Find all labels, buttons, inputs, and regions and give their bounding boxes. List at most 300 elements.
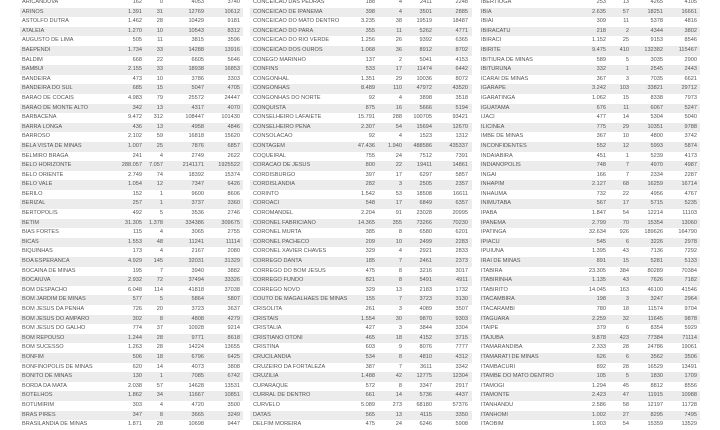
municipality-name: BONFIM [22,353,44,360]
value-col-2: 4 [159,248,163,255]
value-col-2: 36 [395,46,402,53]
value-col-1: 4.929 [128,258,142,265]
value-col-4: 4173 [684,152,697,159]
municipality-name: BOTUMIRIM [22,401,55,408]
municipality-name: IJACI [481,114,495,121]
value-col-3: 47972 [416,85,432,92]
value-col-4: 3249 [227,411,240,418]
value-col-1: 1.244 [128,334,142,341]
value-col-2: 114 [154,286,163,293]
value-col-3: 15694 [416,123,432,130]
municipality-name: CONCEICAO DO MATO DENTRO [253,18,340,25]
table-row [20,411,243,421]
value-col-1: 367 [596,133,606,140]
table-row [20,305,243,315]
value-col-4: 6857 [227,142,240,149]
value-col-4: 3342 [455,363,468,370]
value-col-4: 16714 [681,181,697,188]
value-col-3: 189626 [644,229,663,236]
value-col-4: 435337 [449,142,468,149]
municipality-name: IPANEMA [481,219,506,226]
value-col-1: 2.127 [592,181,606,188]
municipality-name: BOCAINA DE MINAS [22,267,76,274]
value-col-4: 15374 [224,171,240,178]
value-col-2: 1 [159,373,163,380]
value-col-1: 218 [596,27,606,34]
value-col-4: 4987 [684,162,697,169]
table-row [20,209,243,219]
value-col-1: 185 [365,258,375,265]
value-col-2: 28 [622,363,629,370]
value-col-4: 4846 [227,123,240,130]
municipality-name: ILICINEA [481,123,505,130]
value-col-4: 16853 [224,66,240,73]
value-col-4: 6426 [227,181,240,188]
table-row [480,257,700,267]
value-col-1: 661 [365,392,375,399]
value-col-3: 9870 [419,315,432,322]
value-col-1: 668 [132,56,142,63]
table-row [250,161,472,171]
municipality-name: ITAIPE [481,325,499,332]
value-col-2: 34 [156,392,163,399]
value-col-3: 2499 [419,238,432,245]
value-col-2: 6 [625,325,629,332]
value-col-3: 2183 [419,286,432,293]
value-col-3: 3347 [419,382,432,389]
table-row [20,36,243,46]
municipality-name: COROMANDEL [253,210,294,217]
value-col-1: 9.475 [592,46,606,53]
value-col-4: 10988 [681,392,697,399]
table-row [20,180,243,190]
value-col-4: 6365 [455,37,468,44]
value-col-2: 22 [156,56,163,63]
table-column-group [480,0,700,430]
value-col-1: 166 [596,171,606,178]
table-row [250,411,472,421]
municipality-name: BRAS PIRES [22,411,56,418]
value-col-3: 4073 [191,363,204,370]
value-col-4: 3303 [227,75,240,82]
value-col-4: 309675 [221,219,240,226]
municipality-name: CORONEL FABRICIANO [253,219,316,226]
value-col-2: 57 [156,382,163,389]
value-col-1: 506 [132,353,142,360]
value-col-1: 282 [365,181,375,188]
value-col-1: 4.983 [128,94,142,101]
value-col-2: 17 [395,200,402,207]
value-col-4: 2964 [684,296,697,303]
municipality-name: BAEPENDI [22,46,51,53]
value-col-1: 14.365 [357,219,375,226]
table-row [480,247,700,257]
municipality-name: CORONEL XAVIER CHAVES [253,248,327,255]
value-col-3: 3536 [191,210,204,217]
value-col-4: 1925522 [218,162,240,169]
municipality-name: CRISTINA [253,344,280,351]
value-col-4: 20995 [452,210,468,217]
value-col-3: 2334 [650,171,663,178]
value-col-1: 2.423 [592,392,606,399]
table-row [250,219,472,229]
table-row [250,305,472,315]
municipality-name: CURVELO [253,401,280,408]
value-col-3: 4053 [191,0,204,5]
value-col-3: 2167 [191,248,204,255]
value-col-4: 31329 [224,258,240,265]
table-row [480,171,700,181]
value-col-4: 6742 [227,373,240,380]
value-col-3: 5262 [419,27,432,34]
value-col-3: 2545 [650,66,663,73]
municipality-name: BORDA DA MATA [22,382,67,389]
value-col-4: 2622 [227,152,240,159]
value-col-2: 9 [398,344,402,351]
table-row [250,257,472,267]
table-row [250,247,472,257]
value-col-1: 1.903 [592,421,606,428]
value-col-4: 4437 [455,392,468,399]
municipality-name: IGARATINGA [481,94,516,101]
value-col-4: 3637 [227,306,240,312]
municipality-name: BELO HORIZONTE [22,162,72,169]
value-col-1: 15.791 [357,114,375,121]
value-col-3: 33821 [647,85,663,92]
table-row [20,75,243,85]
value-col-2: 8 [398,382,402,389]
value-col-4: 71114 [682,334,697,341]
value-col-1: 342 [132,104,142,111]
table-row [20,353,243,363]
value-col-3: 6605 [191,56,204,63]
municipality-name: IBIAI [481,18,494,25]
table-row [250,180,472,190]
value-col-4: 13491 [681,363,697,370]
value-col-2: 15 [622,94,629,101]
value-col-2: 53 [395,190,402,197]
value-col-2: 4 [398,0,402,5]
table-row [250,171,472,181]
value-col-3: 14628 [188,382,204,389]
municipality-name: BARRA LONGA [22,123,63,130]
value-col-2: 5 [159,296,163,303]
table-row [480,132,700,142]
value-col-2: 7 [398,258,402,265]
value-col-4: 12670 [452,123,468,130]
value-col-4: 5929 [684,325,697,332]
value-col-3: 5378 [650,18,663,25]
value-col-4: 7777 [455,344,468,351]
municipality-name: IPIACU [481,238,500,245]
municipality-name: CONGONHAS [253,85,290,92]
value-col-1: 195 [132,267,142,274]
table-row [250,17,472,27]
value-col-2: 7 [398,363,402,370]
table-row [480,199,700,209]
table-row [250,228,472,238]
value-col-3: 3786 [191,75,204,82]
value-col-3: 5041 [419,56,432,63]
table-row [20,161,243,171]
municipality-name: ATALEIA [22,27,45,34]
municipality-name: BOM JARDIM DE MINAS [22,296,86,303]
value-col-4: 5194 [455,104,468,111]
value-col-2: 4 [398,133,402,140]
value-col-3: 488586 [413,142,432,149]
table-row [480,391,700,401]
value-col-3: 5304 [650,114,663,121]
value-col-3: 3226 [650,238,663,245]
value-col-3: 16529 [647,363,663,370]
value-col-4: 43520 [452,85,468,92]
value-col-3: 5736 [419,392,432,399]
value-col-1: 2.259 [592,315,606,322]
value-col-3: 3723 [419,296,432,303]
value-col-2: 4 [159,152,163,159]
value-col-2: 17 [395,66,402,73]
value-col-1: 209 [365,238,375,245]
municipality-name: IPABA [481,210,498,217]
value-col-4: 5235 [684,200,697,207]
table-row [20,343,243,353]
value-col-3: 5047 [191,85,204,92]
value-col-1: 892 [596,363,606,370]
value-col-3: 100705 [413,114,432,121]
table-row [480,363,700,373]
value-col-4: 3596 [227,37,240,44]
table-row [250,372,472,382]
value-col-4: 7391 [455,152,468,159]
value-col-3: 11474 [416,66,432,73]
value-col-3: 334386 [185,219,204,226]
value-col-3: 68180 [416,401,432,408]
value-col-2: 13 [156,123,163,130]
table-row [480,209,700,219]
municipality-name: IBIRITE [481,46,501,53]
value-col-2: 38 [395,18,402,25]
value-col-2: 423 [619,334,629,341]
value-col-4: 16661 [681,8,697,15]
table-row [250,334,472,344]
table-row [480,334,700,344]
value-col-1: 2.155 [128,66,142,73]
table-row [20,8,243,18]
value-col-1: 475 [365,267,375,274]
value-col-1: 162 [132,0,142,5]
municipality-name: IGARAPE [481,85,506,92]
value-col-3: 5281 [650,258,663,265]
value-col-3: 4089 [419,306,432,312]
value-col-3: 4317 [191,104,204,111]
value-col-1: 105 [596,373,606,380]
value-col-3: 6067 [650,104,663,111]
value-col-1: 451 [596,152,606,159]
value-col-4: 33326 [224,277,240,284]
value-col-2: 11 [623,18,629,25]
value-col-2: 1 [159,200,163,207]
value-col-4: 7182 [684,277,697,284]
municipality-name: CRISTAIS [253,315,279,322]
municipality-name: IBIRACI [481,37,502,44]
value-col-2: 288 [392,114,402,121]
table-row [20,152,243,162]
value-col-4: 13531 [224,382,240,389]
value-col-3: 3501 [419,8,432,15]
value-col-3: 4115 [419,411,432,418]
value-col-2: 43 [622,277,629,284]
value-col-3: 18508 [416,190,432,197]
table-row [20,363,243,373]
municipality-name: BOA ESPERANCA [22,258,70,265]
value-col-4: 2978 [684,238,697,245]
municipality-name: BELO ORIENTE [22,171,64,178]
table-row [480,46,700,56]
value-col-1: 397 [365,171,375,178]
municipality-name: INHAUMA [481,190,507,197]
value-col-1: 589 [596,56,606,63]
table-row [480,65,700,75]
table-row [20,391,243,401]
value-col-3: 6297 [419,171,432,178]
value-col-1: 385 [365,229,375,236]
value-col-3: 24786 [647,344,663,351]
value-col-3: 10036 [416,75,432,82]
value-col-1: 152 [132,190,142,197]
value-col-2: 5 [625,373,629,380]
value-col-2: 7.057 [149,162,163,169]
value-col-2: 1 [625,66,629,73]
value-col-1: 505 [132,37,142,44]
value-col-1: 332 [596,66,606,73]
table-row [250,152,472,162]
municipality-name: ITAMBE DO MATO DENTRO [481,373,554,380]
value-col-4: 5908 [455,421,468,428]
municipality-name: BELA VISTA DE MINAS [22,142,82,149]
value-col-2: 18 [622,306,629,312]
table-row [250,94,472,104]
value-col-2: 4 [398,94,402,101]
value-col-2: 14 [156,363,163,370]
value-col-2: 48 [156,238,163,245]
table-row [250,75,472,85]
municipality-name: BOM JESUS DO GALHO [22,325,86,332]
municipality-name: ITANHANDU [481,401,514,408]
value-col-1: 603 [365,344,375,351]
value-col-4: 6442 [455,66,468,73]
table-row [20,84,243,94]
value-col-2: 18 [395,334,402,341]
municipality-name: CONFINS [253,66,279,73]
municipality-name: CRISTALIA [253,325,282,332]
municipality-name: CONCEICAO DOS OUROS [253,46,323,53]
value-col-2: 26 [395,37,402,44]
value-col-1: 821 [365,277,375,284]
table-row [250,199,472,209]
value-col-3: 7876 [191,142,204,149]
value-col-1: 1.395 [592,248,606,255]
value-col-2: 28 [156,421,163,428]
value-col-4: 16611 [452,190,468,197]
table-row [480,372,700,382]
value-col-3: 9153 [650,37,663,44]
table-row [480,104,700,114]
value-col-3: 7136 [650,248,663,255]
table-row [20,382,243,392]
value-col-2: 11 [157,37,163,44]
value-col-2: 15 [622,258,629,265]
value-col-4: 3882 [227,267,240,274]
table-row [250,84,472,94]
municipality-name: ARINOS [22,8,44,15]
value-col-2: 15 [156,85,163,92]
value-col-4: 11114 [225,238,240,245]
value-col-2: 54 [395,123,402,130]
municipality-name: CORDISLANDIA [253,181,295,188]
value-col-3: 4970 [650,162,663,169]
table-row [250,343,472,353]
value-col-3: 25572 [188,94,204,101]
value-col-1: 748 [596,162,606,169]
municipality-name: COUTO DE MAGALHAES DE MINAS [253,296,348,303]
value-col-4: 8546 [684,37,697,44]
municipality-name: CORONEL PACHECO [253,238,310,245]
value-col-3: 1830 [650,373,663,380]
value-col-4: 19061 [681,344,697,351]
value-col-2: 27 [622,411,629,418]
value-col-2: 8 [398,353,402,360]
value-col-2: 7 [398,296,402,303]
value-col-4: 3808 [227,363,240,370]
value-col-1: 465 [365,334,375,341]
table-row [480,324,700,334]
table-row [480,0,700,8]
value-col-3: 15354 [647,219,663,226]
value-col-2: 926 [619,229,629,236]
table-row [480,401,700,411]
value-col-1: 1.542 [361,190,375,197]
value-col-1: 1.488 [361,373,375,380]
municipality-name: ITAMOGI [481,382,505,389]
value-col-2: 17 [622,200,629,207]
municipality-name: ITACAMBIRA [481,296,515,303]
value-col-1: 552 [596,142,606,149]
value-col-3: 10543 [188,27,204,34]
value-col-2: 2 [625,27,629,34]
value-col-2: 2 [398,56,402,63]
value-col-2: 8 [159,411,163,418]
municipality-name: CORREGO FUNDO [253,277,304,284]
value-col-3: 4956 [650,190,663,197]
municipality-name: BOM JESUS DA PENHA [22,306,85,312]
value-col-1: 577 [132,296,142,303]
municipality-name: DATAS [253,411,271,418]
value-col-4: 115467 [678,46,697,53]
table-row [20,228,243,238]
value-col-1: 755 [365,152,375,159]
municipality-name: BANDEIRA [22,75,51,82]
municipality-name: CRUZEIRO DA FORTALEZA [253,363,326,370]
value-col-3: 3723 [191,306,204,312]
value-col-1: 1.263 [128,344,142,351]
value-col-1: 2.038 [128,382,142,389]
municipality-name: ITANHOMI [481,411,508,418]
value-col-1: 1.554 [361,315,375,322]
value-col-3: 3562 [650,353,663,360]
value-col-3: 12197 [647,401,663,408]
value-col-2: 10 [156,75,163,82]
value-col-1: 572 [365,382,375,389]
